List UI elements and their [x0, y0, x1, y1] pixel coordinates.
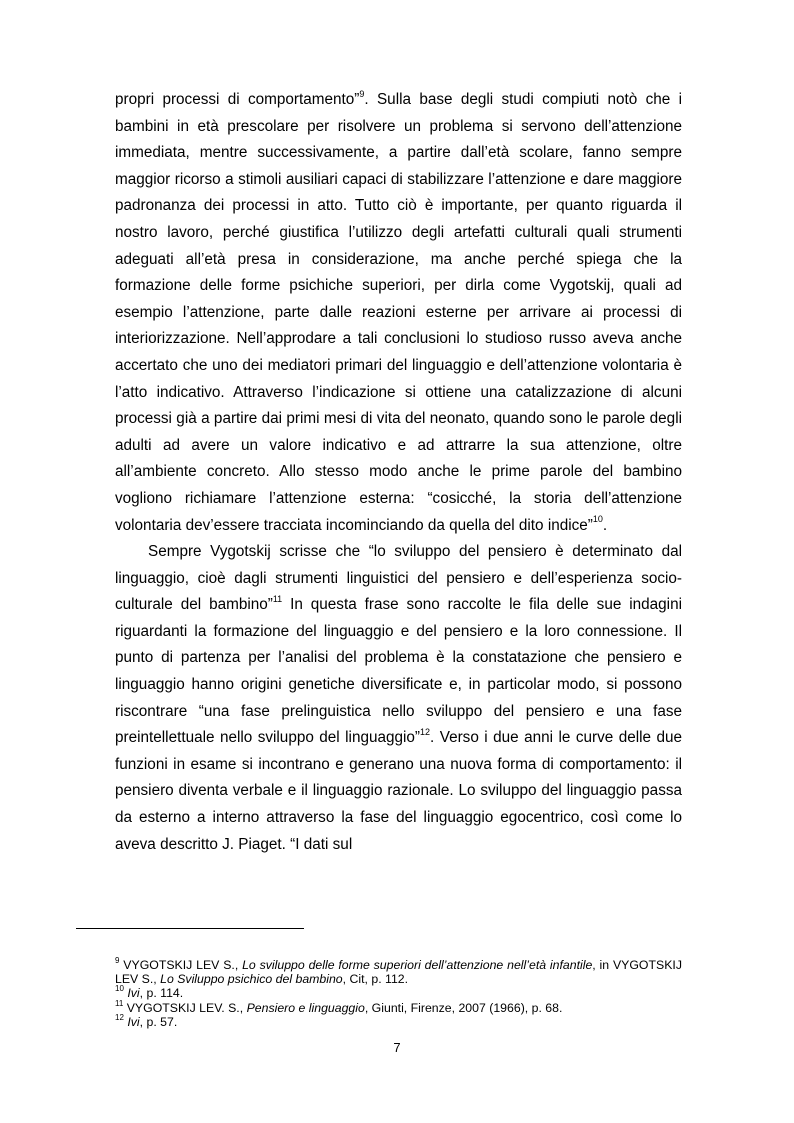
- text-run: VYGOTSKIJ LEV S.,: [119, 958, 243, 972]
- note-reference: 9: [359, 88, 365, 99]
- note-reference: 12: [115, 1012, 124, 1022]
- page-number: 7: [393, 1040, 401, 1055]
- footnotes: [115, 955, 682, 1029]
- body-text: [115, 87, 682, 858]
- footnote: [115, 1012, 682, 1029]
- paragraph: [115, 87, 682, 539]
- footnote-separator: [76, 928, 304, 929]
- text-run: , in VYGOTSKIJ LEV S.,: [115, 958, 682, 987]
- note-reference: 11: [115, 998, 124, 1008]
- italic-title: Ivi: [127, 1014, 140, 1029]
- italic-title: Pensiero e linguaggio: [246, 1000, 365, 1015]
- note-reference: 11: [272, 594, 283, 605]
- note-reference: 12: [420, 727, 431, 738]
- text-run: In questa frase sono raccolte le fila delle sue indagini riguardanti la formazione del linguaggio e del pensiero e la loro connessione. Il punto di partenza per l’analisi del problema è la constatazione che pensiero e linguaggio hanno origini genetiche diversificate e, in particolar modo, si possono riscontrare “una fase prelinguistica nello sviluppo del pensiero e una fase preintellettuale nello sviluppo del linguaggio”: [115, 596, 682, 747]
- note-reference: 10: [592, 514, 603, 525]
- text-run: . Verso i due anni le curve delle due funzioni in esame si incontrano e generano una nuova forma di comportamento: il pensiero diventa verbale e il linguaggio razionale. Lo sviluppo del linguaggio passa da esterno a interno attraverso la fase del linguaggio egocentrico, così come lo aveva descritto J. Piaget. “I dati sul: [115, 729, 682, 853]
- text-run: , Giunti, Firenze, 2007 (1966), p. 68.: [364, 1000, 563, 1015]
- paragraph: [115, 539, 682, 858]
- italic-title: Lo sviluppo delle forme superiori dell’attenzione nell’età infantile: [242, 958, 593, 972]
- footnote: [115, 998, 682, 1015]
- text-run: , Cit, p. 112.: [342, 972, 409, 987]
- italic-title: Lo Sviluppo psichico del bambino: [160, 972, 343, 987]
- note-reference: 10: [115, 984, 124, 994]
- text-run: , p. 114.: [139, 986, 184, 1001]
- text-run: propri processi di comportamento”: [115, 91, 360, 108]
- footnote: [115, 955, 682, 987]
- text-run: , p. 57.: [139, 1014, 178, 1029]
- italic-title: Ivi: [127, 986, 140, 1001]
- text-run: Sempre Vygotskij scrisse che “lo sviluppo del pensiero è determinato dal linguaggio, cioè dagli strumenti linguistici del pensiero e dell’esperienza socio-culturale del bambino”: [115, 543, 682, 614]
- text-run: VYGOTSKIJ LEV. S.,: [123, 1000, 247, 1015]
- text-run: .: [602, 516, 608, 534]
- text-run: . Sulla base degli studi compiuti notò che i bambini in età prescolare per risolvere un problema si servono dell’attenzione immediata, mentre successivamente, a partire dall’età scolare, fanno sempre maggior ricorso a stimoli ausiliari capaci di stabilizzare l’attenzione e dare maggiore padronanza dei processi in atto. Tutto ciò è importante, per quanto riguarda il nostro lavoro, perché giustifica l’utilizzo degli artefatti culturali quali strumenti adeguati all’età presa in considerazione, ma anche perché spiega che la formazione delle forme psichiche superiori, per dirla come Vygotskij, quali ad esempio l’attenzione, parte dalle reazioni esterne per arrivare ai processi di interiorizzazione. Nell’approdare a tali conclusioni lo studioso russo aveva anche accertato che uno dei mediatori primari del linguaggio e dell’attenzione volontaria è l’atto indicativo. Attraverso l’indicazione si ottiene una catalizzazione di alcuni processi già a partire dai primi mesi di vita del neonato, quando sono le parole degli adulti ad avere un valore indicativo e ad attrarre la sua attenzione, oltre all’ambiente concreto. Allo stesso modo anche le prime parole del bambino vogliono richiamare l’attenzione esterna: “cosicché, la storia dell’attenzione volontaria dev’essere tracciata incominciando da quella del dito indice”: [115, 91, 682, 534]
- note-reference: 9: [115, 955, 120, 965]
- footnote: [115, 986, 682, 1000]
